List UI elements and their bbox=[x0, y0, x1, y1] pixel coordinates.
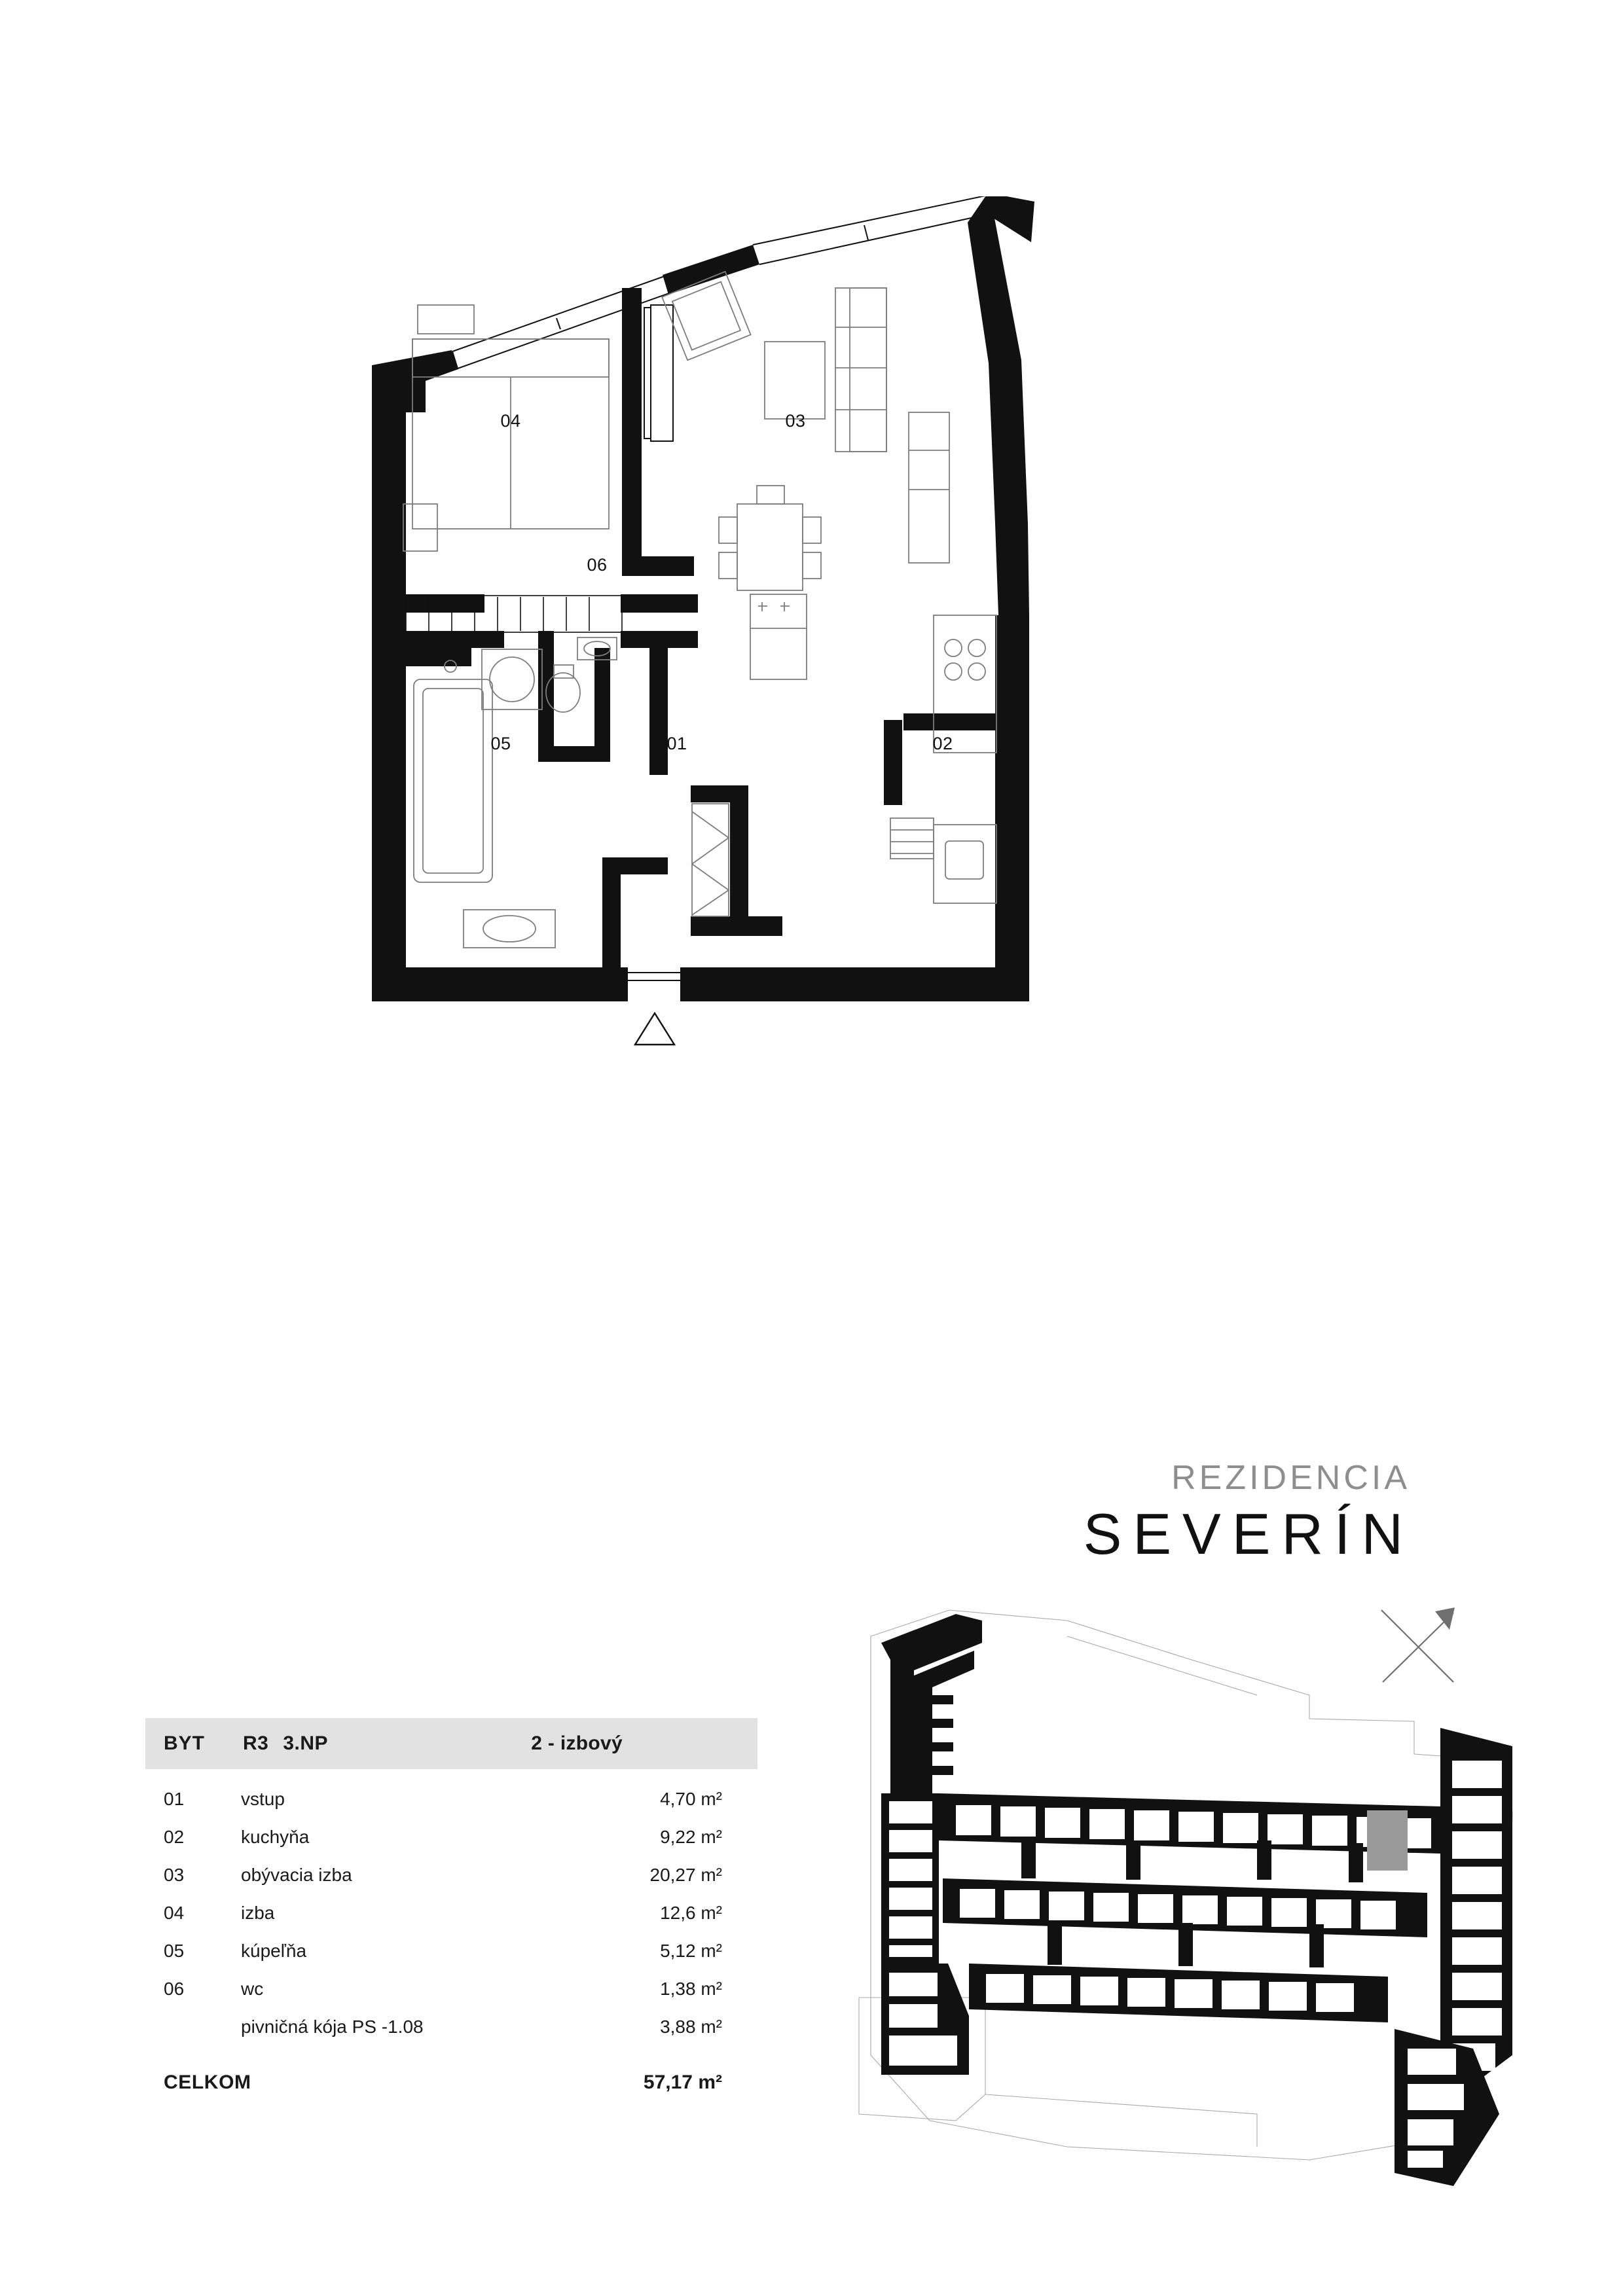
floor-plan bbox=[367, 196, 1283, 1276]
legend-row-number: 03 bbox=[164, 1865, 185, 1885]
logo bbox=[956, 1460, 1414, 1567]
legend-row bbox=[145, 1979, 757, 2017]
legend-row-area: 5,12 m² bbox=[660, 1941, 722, 1961]
room-label-06: 06 bbox=[587, 555, 608, 575]
apartment-legend bbox=[145, 1718, 757, 2094]
building-footprint bbox=[881, 1614, 1512, 2186]
room-label-02: 02 bbox=[932, 734, 953, 753]
byt-label: BYT bbox=[164, 1732, 205, 1754]
room-label-01: 01 bbox=[666, 734, 687, 753]
legend-row-name: izba bbox=[241, 1903, 275, 1923]
legend-total bbox=[145, 2072, 757, 2094]
legend-rows bbox=[145, 1789, 757, 2054]
floor-plan-walls bbox=[372, 196, 1034, 1045]
legend-row-number: 04 bbox=[164, 1903, 185, 1923]
legend-row bbox=[145, 2017, 757, 2054]
legend-row-area: 4,70 m² bbox=[660, 1789, 722, 1809]
legend-row-name: pivničná kója PS -1.08 bbox=[241, 2017, 424, 2037]
logo-title: SEVERÍN bbox=[1083, 1501, 1414, 1567]
legend-row-number: 01 bbox=[164, 1789, 185, 1809]
room-label-04: 04 bbox=[500, 411, 521, 431]
legend-row bbox=[145, 1865, 757, 1903]
room-numbers bbox=[490, 411, 953, 753]
legend-row-area: 9,22 m² bbox=[660, 1827, 722, 1847]
floor-plan-furniture bbox=[403, 272, 996, 948]
selected-unit-highlight bbox=[1367, 1810, 1408, 1871]
legend-row-name: kuchyňa bbox=[241, 1827, 310, 1847]
legend-row-number: 05 bbox=[164, 1941, 185, 1961]
legend-total-area: 57,17 m² bbox=[643, 2072, 722, 2093]
legend-row-name: vstup bbox=[241, 1789, 285, 1809]
legend-row bbox=[145, 1903, 757, 1941]
legend-row-name: kúpeľňa bbox=[241, 1941, 307, 1961]
legend-row bbox=[145, 1827, 757, 1865]
logo-subtitle: REZIDENCIA bbox=[1171, 1459, 1410, 1497]
legend-row-area: 12,6 m² bbox=[660, 1903, 722, 1923]
legend-row bbox=[145, 1941, 757, 1979]
legend-row-area: 20,27 m² bbox=[649, 1865, 722, 1885]
legend-row-name: obývacia izba bbox=[241, 1865, 352, 1885]
entrance-triangle bbox=[635, 1013, 674, 1045]
site-plan bbox=[851, 1597, 1539, 2199]
byt-code: R3 bbox=[243, 1732, 269, 1754]
legend-total-label: CELKOM bbox=[164, 2072, 251, 2093]
legend-row-name: wc bbox=[241, 1979, 264, 1999]
north-arrow bbox=[1381, 1607, 1455, 1682]
room-label-05: 05 bbox=[490, 734, 511, 753]
byt-floor: 3.NP bbox=[283, 1732, 329, 1754]
legend-row-area: 1,38 m² bbox=[660, 1979, 722, 1999]
legend-header bbox=[145, 1718, 757, 1769]
room-label-03: 03 bbox=[785, 411, 806, 431]
byt-type: 2 - izbový bbox=[531, 1732, 623, 1754]
legend-row-number: 06 bbox=[164, 1979, 185, 1999]
legend-row-number: 02 bbox=[164, 1827, 185, 1847]
legend-row bbox=[145, 1789, 757, 1827]
legend-row-area: 3,88 m² bbox=[660, 2017, 722, 2037]
